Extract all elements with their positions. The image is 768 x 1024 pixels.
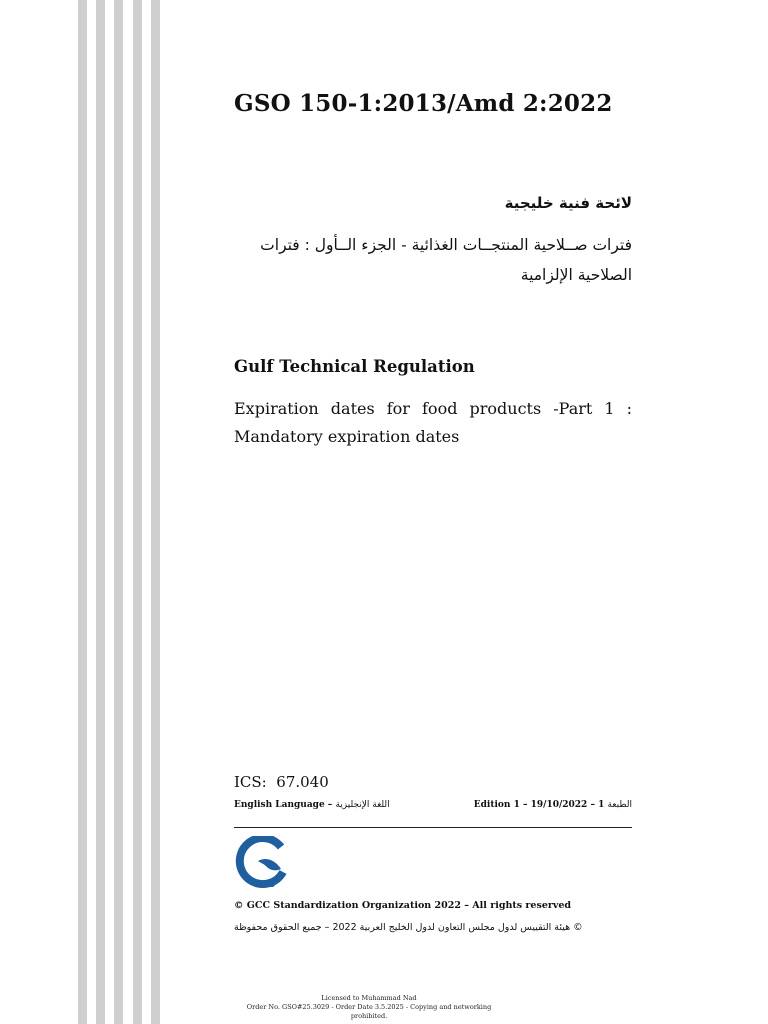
divider bbox=[234, 827, 632, 828]
arabic-heading: لائحة فنية خليجية bbox=[504, 194, 632, 212]
copyright-arabic: هيئة التقييس لدول مجلس التعاون لدول الخليج العربية 2022 – جميع الحقوق محفوظة © bbox=[234, 922, 583, 933]
ics-label: ICS: bbox=[234, 773, 267, 791]
document-title: GSO 150-1:2013/Amd 2:2022 bbox=[234, 90, 613, 117]
decorative-stripes bbox=[78, 0, 160, 1024]
copyright-english: © GCC Standardization Organization 2022 – All rights reserved bbox=[234, 900, 572, 911]
stripe bbox=[96, 0, 105, 1024]
language-info bbox=[234, 800, 390, 810]
license-line: Licensed to Muhammad Nad bbox=[321, 994, 417, 1002]
edition-ar: الطبعة bbox=[607, 800, 632, 810]
english-title: Expiration dates for food products -Part 1 : Mandatory expiration dates bbox=[234, 399, 632, 446]
language-ar: اللغة الإنجليزية bbox=[335, 800, 390, 810]
edition-row bbox=[234, 800, 632, 810]
language-en: English Language – bbox=[234, 800, 333, 810]
gso-logo-icon bbox=[234, 836, 290, 890]
edition-info bbox=[474, 800, 632, 810]
edition-en: Edition 1 – 19/10/2022 – 1 bbox=[473, 800, 605, 810]
logo-text: GSO bbox=[253, 879, 276, 890]
order-line: Order No. GSO#25.3029 - Order Date 3.5.2025 - Copying and networking prohibited. bbox=[246, 1003, 492, 1020]
stripe bbox=[78, 0, 87, 1024]
stripe bbox=[114, 0, 123, 1024]
ics-value: 67.040 bbox=[276, 773, 329, 791]
stripe bbox=[133, 0, 142, 1024]
stripe bbox=[151, 0, 160, 1024]
arabic-title: فترات صــلاحية المنتجــات الغذائية - الجزء الــأول : فترات الصلاحية الإلزامية bbox=[260, 236, 632, 284]
license-notice bbox=[234, 994, 504, 1021]
ics-code bbox=[234, 773, 329, 791]
english-heading: Gulf Technical Regulation bbox=[234, 357, 475, 376]
